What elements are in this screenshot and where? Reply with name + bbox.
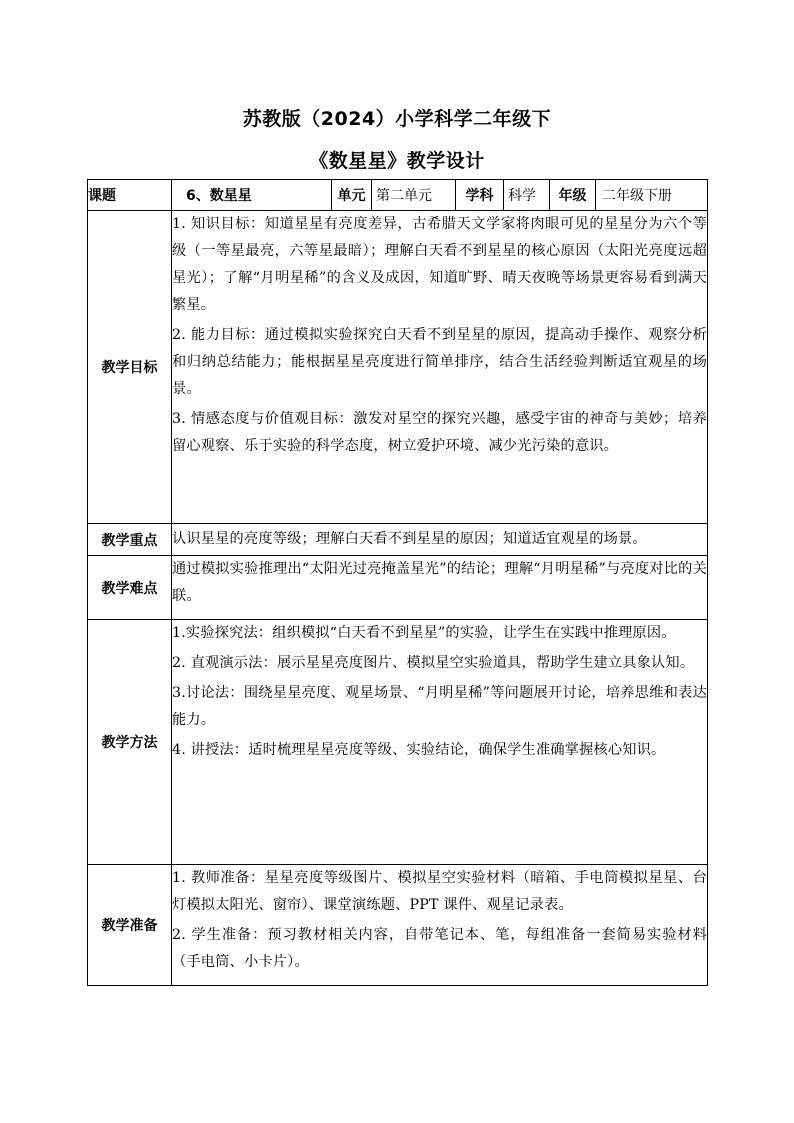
lesson-plan-table — [87, 179, 708, 986]
topic-label: 课题 — [88, 180, 172, 211]
key-points-text: 认识星星的亮度等级；理解白天看不到星星的原因；知道适宜观星的场景。 — [172, 531, 647, 547]
objectives-row — [88, 211, 708, 524]
difficulties-text: 通过模拟实验推理出“太阳光过亮掩盖星光”的结论；理解“月明星稀”与亮度对比的关联。 — [172, 561, 707, 604]
objectives-label: 教学目标 — [88, 211, 172, 524]
difficulties-label: 教学难点 — [88, 556, 172, 620]
objectives-content — [172, 211, 708, 524]
grade-value: 二年级下册 — [596, 180, 708, 211]
method-item: 2. 直观演示法：展示星星亮度图片、模拟星空实验道具，帮助学生建立具象认知。 — [172, 655, 695, 671]
method-item: 1.实验探究法：组织模拟“白天看不到星星”的实验，让学生在实践中推理原因。 — [172, 625, 676, 641]
difficulties-content — [172, 556, 708, 620]
key-points-label: 教学重点 — [88, 524, 172, 556]
methods-row — [88, 620, 708, 865]
preparation-content — [172, 865, 708, 986]
document-title: 苏教版（2024）小学科学二年级下 — [242, 108, 552, 130]
subject-value: 科学 — [504, 180, 550, 211]
objective-item: 1. 知识目标：知道星星有亮度差异，古希腊天文学家将肉眼可见的星星分为六个等级（一等星最亮，六等星最暗）；理解白天看不到星星的核心原因（太阳光亮度远超星光）；了解“月明星稀”的含义及成因，知道旷野、晴天夜晚等场景更容易看到满天繁星。 — [172, 216, 707, 313]
grade-label: 年级 — [550, 180, 596, 211]
document-subtitle: 《数星星》教学设计 — [309, 150, 485, 172]
info-row — [88, 180, 708, 211]
objective-item: 3. 情感态度与价值观目标：激发对星空的探究兴趣，感受宇宙的神奇与美妙；培养留心观察、乐于实验的科学态度，树立爱护环境、减少光污染的意识。 — [172, 411, 707, 454]
difficulties-row — [88, 556, 708, 620]
key-points-row — [88, 524, 708, 556]
methods-content — [172, 620, 708, 865]
methods-label: 教学方法 — [88, 620, 172, 865]
method-item: 4. 讲授法：适时梳理星星亮度等级、实验结论，确保学生准确掌握核心知识。 — [172, 742, 666, 758]
preparation-label: 教学准备 — [88, 865, 172, 986]
topic-value: 6、数星星 — [172, 180, 332, 211]
preparation-row — [88, 865, 708, 986]
preparation-item: 1. 教师准备：星星亮度等级图片、模拟星空实验材料（暗箱、手电筒模拟星星、台灯模拟太阳光、窗帘）、课堂演练题、PPT 课件、观星记录表。 — [172, 870, 707, 913]
subject-label: 学科 — [456, 180, 504, 211]
unit-value: 第二单元 — [372, 180, 456, 211]
unit-label: 单元 — [332, 180, 372, 211]
preparation-item: 2. 学生准备：预习教材相关内容，自带笔记本、笔，每组准备一套简易实验材料（手电筒、小卡片）。 — [172, 927, 707, 970]
key-points-content — [172, 524, 708, 556]
objective-item: 2. 能力目标：通过模拟实验探究白天看不到星星的原因，提高动手操作、观察分析和归纳总结能力；能根据星星亮度进行简单排序，结合生活经验判断适宜观星的场景。 — [172, 327, 707, 397]
method-item: 3.讨论法：围绕星星亮度、观星场景、“月明星稀”等问题展开讨论，培养思维和表达能力。 — [172, 685, 707, 728]
